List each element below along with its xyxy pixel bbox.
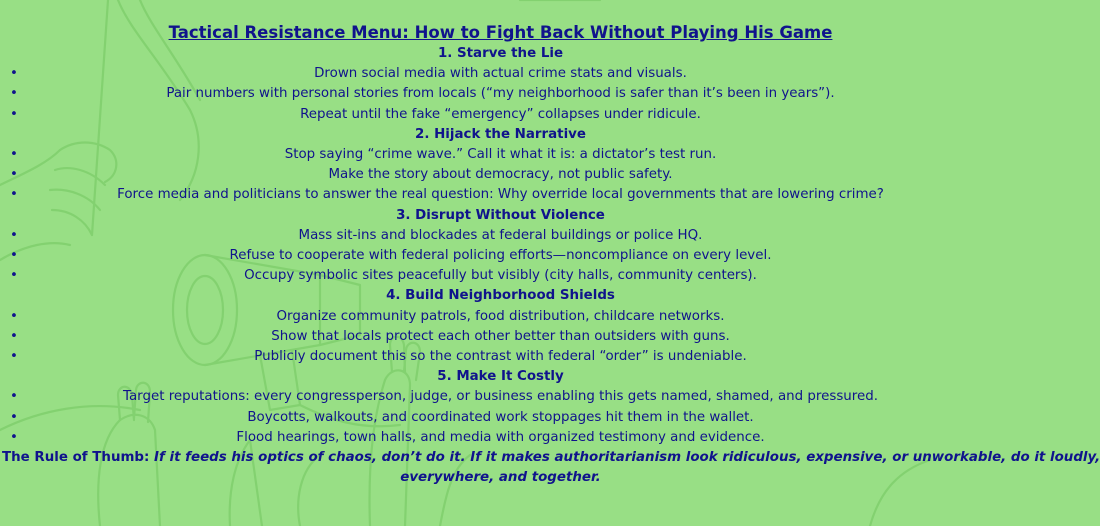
bullet-list	[0, 64, 1001, 125]
section-build-neighborhood-shields	[0, 286, 1001, 367]
page-title: Tactical Resistance Menu: How to Fight Back Without Playing His Game	[168, 23, 833, 42]
section-heading: 1. Starve the Lie	[437, 46, 564, 61]
list-item: • Repeat until the fake “emergency” collapses under ridicule.	[0, 105, 1001, 125]
section-heading: 5. Make It Costly	[437, 369, 564, 385]
list-item: • Force media and politicians to answer the real question: Why override local governments that are lowering crime?	[0, 185, 1001, 205]
section-heading: 4. Build Neighborhood Shields	[386, 288, 615, 304]
list-item: • Drown social media with actual crime stats and visuals.	[0, 64, 1001, 84]
list-item: • Show that locals protect each other better than outsiders with guns.	[0, 327, 1001, 347]
bullet-list	[0, 387, 1001, 448]
section-heading: 2. Hijack the Narrative	[415, 126, 586, 142]
list-item: • Mass sit-ins and blockades at federal buildings or police HQ.	[0, 226, 1001, 246]
list-item: • Boycotts, walkouts, and coordinated work stoppages hit them in the wallet.	[0, 408, 1001, 428]
rule-line-1	[0, 448, 1100, 468]
list-item: • Organize community patrols, food distribution, childcare networks.	[0, 307, 1001, 327]
section-disrupt-without-violence	[0, 206, 1001, 287]
menu-document	[0, 22, 1100, 488]
list-item: • Publicly document this so the contrast with federal “order” is undeniable.	[0, 347, 1001, 367]
list-item: • Occupy symbolic sites peacefully but visibly (city halls, community centers).	[0, 266, 1001, 286]
list-item: • Pair numbers with personal stories from locals (“my neighborhood is safer than it’s been in years”).	[0, 84, 1001, 104]
rule-of-thumb	[0, 448, 1100, 488]
section-heading: 3. Disrupt Without Violence	[396, 207, 605, 223]
list-item: • Refuse to cooperate with federal policing efforts—noncompliance on every level.	[0, 246, 1001, 266]
list-item: • Target reputations: every congressperson, judge, or business enabling this gets named, shamed, and pressured.	[0, 387, 1001, 407]
bullet-list	[0, 145, 1001, 206]
list-item: • Stop saying “crime wave.” Call it what it is: a dictator’s test run.	[0, 145, 1001, 165]
bullet-list	[0, 226, 1001, 287]
list-item: • Make the story about democracy, not public safety.	[0, 165, 1001, 185]
rule-text: If it feeds his optics of chaos, don’t do it. If it makes authoritarianism look ridiculous, expensive, or unworkable, do it loudly,	[154, 450, 1100, 466]
section-make-it-costly	[0, 367, 1001, 448]
bullet-list	[0, 307, 1001, 368]
section-starve-the-lie	[0, 44, 1001, 125]
section-hijack-the-narrative	[0, 125, 1001, 206]
rule-label: The Rule of Thumb:	[2, 450, 150, 466]
list-item: • Flood hearings, town halls, and media with organized testimony and evidence.	[0, 428, 1001, 448]
rule-text-continued: everywhere, and together.	[400, 470, 601, 486]
